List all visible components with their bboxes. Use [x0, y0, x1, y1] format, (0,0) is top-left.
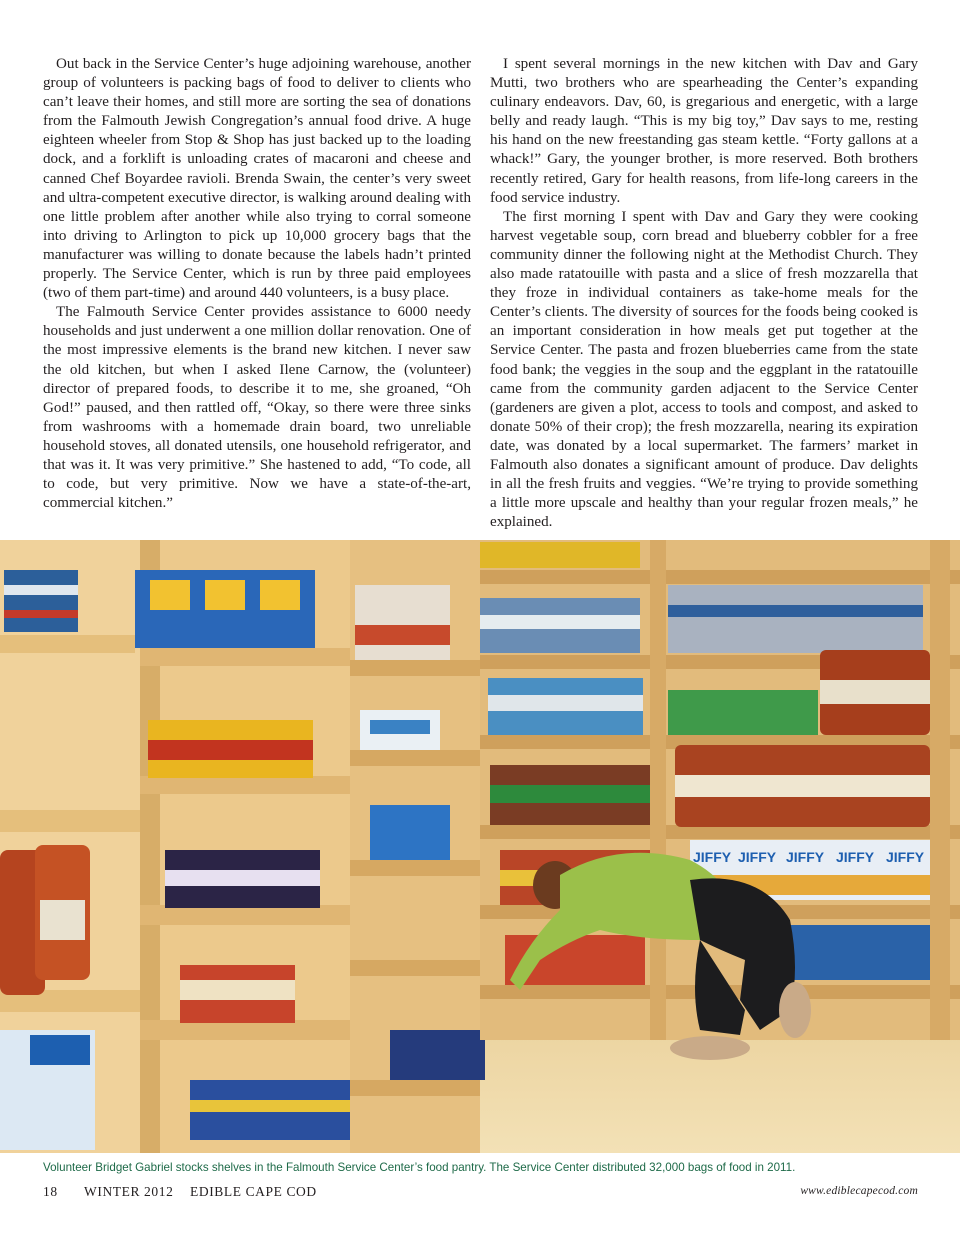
page-number: 18: [43, 1184, 58, 1199]
article-left-column: [43, 55, 471, 513]
magazine-name: EDIBLE CAPE COD: [190, 1184, 317, 1199]
photo-caption: Volunteer Bridget Gabriel stocks shelves in the Falmouth Service Center’s food pantry. The Service Center distributed 32,000 bags of food in 2011.: [43, 1161, 796, 1174]
article-paragraph: Out back in the Service Center’s huge adjoining warehouse, another group of volunteers is packing bags of food to deliver to clients who can’t leave their homes, and still more are sorting the sea of donations from the Falmouth Jewish Congregation’s annual food drive. A huge eighteen wheeler from Stop & Shop has just backed up to the loading dock, and a forklift is unloading crates of macaroni and cheese and canned Chef Boyardee ravioli. Brenda Swain, the center’s very sweet and ultra-competent executive director, is walking around dealing with one little problem after another while also trying to corral someone into driving to Arlington to pick up 10,000 grocery bags that the manufacturer was willing to donate because the labels hadn’t printed properly. The Service Center, which is run by three paid employees (two of them part-time) and around 440 volunteers, is a busy place.: [43, 56, 471, 302]
magazine-url: www.ediblecapecod.com: [800, 1185, 918, 1197]
jiffy-box-label: JIFFY: [836, 849, 875, 865]
pantry-photo: [0, 540, 960, 1153]
article-paragraph: The first morning I spent with Dav and Gary they were cooking harvest vegetable soup, corn bread and blueberry cobbler for a free community dinner the following night at the Methodist Church. They also made ratatouille with pasta and a slice of fresh mozzarella that they froze in individual containers as take-home meals for the Center’s clients. The diversity of sources for the foods being cooked is an important consideration in how meals get put together at the Service Center. The pasta and frozen blueberries came from the state food bank; the veggies in the soup and the eggplant in the ratatouille came from the community garden adjacent to the Service Center (gardeners are given a plot, access to tools and compost, and asked to donate 50% of their crop); the fresh mozzarella, nearing its expiration date, was donated by a local supermarket. The farmers’ market in Falmouth also donates a significant amount of produce. Dav delights in all the fresh fruits and veggies. “We’re trying to provide something a little more upscale and healthy than your regular frozen meals,” he explained.: [490, 208, 918, 531]
jiffy-box-label: JIFFY: [693, 849, 732, 865]
pantry-photo-illustration: [0, 540, 960, 1153]
issue-label: WINTER 2012: [84, 1184, 174, 1199]
page-footer: [43, 1184, 918, 1204]
jiffy-box-label: JIFFY: [738, 849, 777, 865]
jiffy-box-label: JIFFY: [886, 849, 925, 865]
article-paragraph: The Falmouth Service Center provides assistance to 6000 needy households and just underwent a one million dollar renovation. One of the most impressive elements is the brand new kitchen. I never saw the old kitchen, but when I asked Ilene Carnow, the (volunteer) director of prepared foods, to describe it to me, she groaned, “Oh God!” paused, and then rattled off, “Okay, so there were three sinks from washrooms with a homemade drain board, two unreliable household stoves, all donated utensils, one household refrigerator, and that was it. It was very primitive.” She hastened to add, “To code, all to code, but very primitive. Now we have a state-of-the-art, commercial kitchen.”: [43, 304, 471, 512]
article-paragraph: I spent several mornings in the new kitchen with Dav and Gary Mutti, two brothers who are spearheading the Center’s expanding culinary endeavors. Dav, 60, is gregarious and energetic, with a large belly and ready laugh. “This is my big toy,” Dav says to me, resting his hand on the new freestanding gas steam kettle. “Forty gallons at a whack!” Gary, the younger brother, is more reserved. Both brothers recently retired, Gary for health reasons, from life-long careers in the food service industry.: [490, 56, 918, 206]
jiffy-box-label: JIFFY: [786, 849, 825, 865]
article-right-column: [490, 55, 918, 532]
